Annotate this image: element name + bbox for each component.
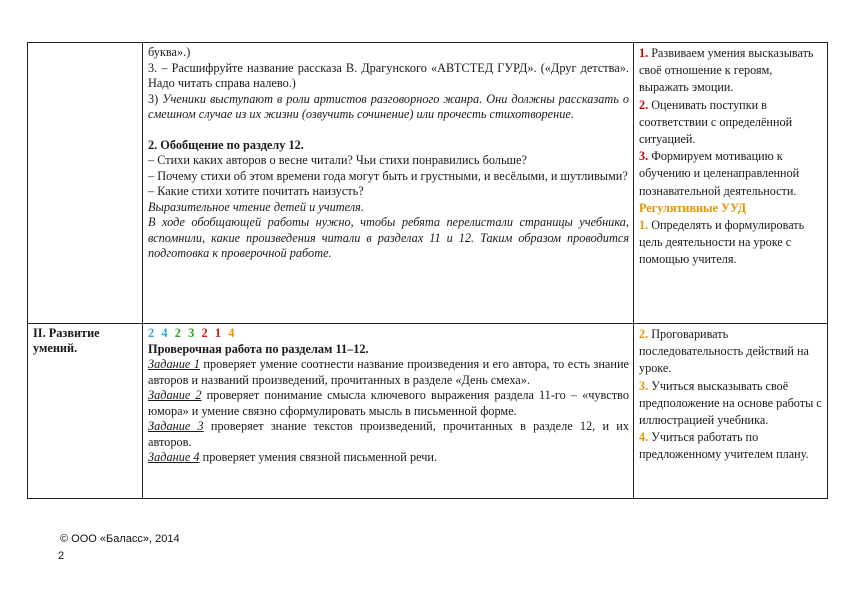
digit: 2 [201,326,210,340]
section-heading: Проверочная работа по разделам 11–12. [148,341,369,356]
activity-cell [143,43,634,324]
activity-cell [143,324,634,499]
question: – Стихи каких авторов о весне читали? Чьи стихи понравились больше? [148,153,527,167]
uud-item: 4. Учиться работать по предложенному учителем плану. [639,430,809,462]
task-description: Задание 3 проверяет знание текстов произведений, прочитанных в разделе 12, и их авторов. [148,419,629,449]
uud-item: 1. Определять и формулировать цель деятельности на уроке с помощью учителя. [639,218,805,267]
digit: 1 [214,326,224,340]
digit: 4 [161,326,170,340]
digit: 2 [174,326,183,340]
stage-cell: II. Развитие умений. [28,324,143,499]
italic-note: В ходе обобщающей работы нужно, чтобы ребята перелистали страницы учебника, вспомнили, какие произведения читали в разделах 11 и 12. Таким образом проводится подготовка к проверочной работе. [148,215,629,260]
task-description: Задание 2 проверяет понимание смысла ключевого выражения раздела 11-го – «чувство юмора» и умение связно сформулировать мысль в письменной форме. [148,388,629,418]
digit: 4 [228,326,237,340]
page-number: 2 [58,550,65,562]
uud-item: 2. Оценивать поступки в соответствии с определённой ситуацией. [639,97,793,147]
text-line: буква».) [148,45,191,59]
table-row [28,43,828,324]
copyright-footer: © ООО «Баласс», 2014 [60,533,180,545]
digit: 2 [148,326,157,340]
digit: 3 [188,326,197,340]
regulative-uud-heading: Регулятивные УУД [639,200,747,215]
uud-item: 3. Формируем мотивацию к обучению и целенаправленной познавательной деятельности. [639,149,800,198]
uud-cell [634,43,828,324]
stage-cell [28,43,143,324]
uud-cell [634,324,828,499]
section-heading: 2. Обобщение по разделу 12. [148,137,304,152]
task-digits [148,326,629,342]
uud-item: 1. Развиваем умения высказывать своё отношение к героям, выражать эмоции. [639,46,814,95]
uud-item: 2. Проговаривать последовательность действий на уроке. [639,327,809,376]
italic-note: Выразительное чтение детей и учителя. [148,199,364,214]
task-description: Задание 1 проверяет умение соотнести название произведения и его автора, то есть знание авторов и названий произведений, прочитанных в разделе «День смеха». [148,357,629,387]
question: – Почему стихи об этом времени года могут быть и грустными, и весёлыми, и шутливыми? [148,168,628,183]
text-paragraph: 3) Ученики выступают в роли артистов разговорного жанра. Они должны рассказать о смешном случае из их жизни (озвучить сочинение) или прочесть стихотворение. [148,91,629,121]
uud-item: 3. Учиться высказывать своё предположение на основе работы с иллюстрацией учебника. [639,378,822,428]
question: – Какие стихи хотите почитать наизусть? [148,184,364,198]
lesson-table [27,42,828,499]
table-row [28,324,828,499]
task-description: Задание 4 проверяет умения связной письменной речи. [148,450,438,464]
text-line: 3. – Расшифруйте название рассказа В. Драгунского «АВТСТЕД ГУРД». («Друг детства». Надо читать справа налево.) [148,60,629,90]
